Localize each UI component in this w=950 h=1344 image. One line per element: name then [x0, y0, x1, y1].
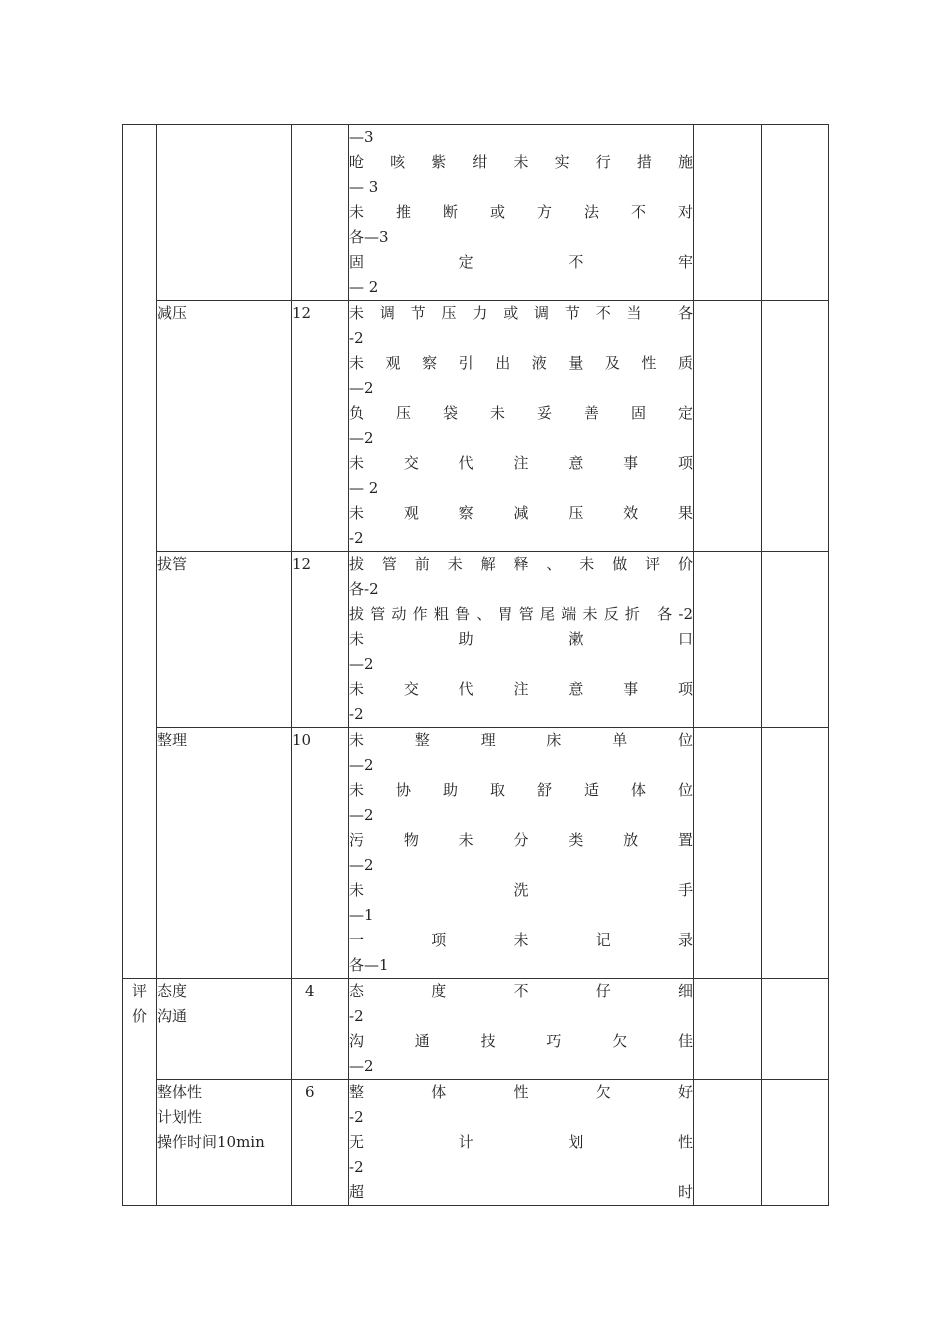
item-cell — [157, 301, 292, 552]
criteria-text: 一 项 未 记 录 — [349, 931, 693, 949]
item-label: 整理 — [157, 731, 188, 749]
criteria-deduction: 各-2 — [349, 580, 379, 598]
score-obtained-cell — [762, 1080, 829, 1206]
score-cell — [292, 125, 349, 301]
criteria-text: 未 整 理 床 单 位 — [349, 731, 693, 749]
score-obtained-cell — [762, 301, 829, 552]
scoring-table — [122, 124, 829, 1206]
score-obtained-cell — [762, 552, 829, 728]
score-cell: 12 — [292, 301, 349, 552]
category-label: 价 — [131, 1007, 147, 1025]
item-label: 态度 — [157, 982, 188, 1000]
criteria-deduction: —2 — [349, 379, 374, 397]
criteria-text: 未 观 察 引 出 液 量 及 性 质 — [349, 354, 693, 372]
score-cell: 6 — [292, 1080, 349, 1206]
criteria-text: 未 观 察 减 压 效 果 — [349, 504, 693, 522]
criteria-cell — [349, 1080, 694, 1206]
criteria-cell — [349, 979, 694, 1080]
criteria-deduction: -2 — [349, 529, 364, 547]
table-row — [123, 1080, 829, 1206]
criteria-deduction: — 2 — [349, 479, 379, 497]
criteria-deduction: —2 — [349, 655, 374, 673]
item-label: 沟通 — [157, 1007, 188, 1025]
criteria-text: 未 交 代 注 意 事 项 — [349, 680, 693, 698]
criteria-text: 污 物 未 分 类 放 置 — [349, 831, 693, 849]
criteria-text: 未 助 漱 口 — [349, 630, 693, 648]
item-cell — [157, 552, 292, 728]
criteria-text: 未 协 助 取 舒 适 体 位 — [349, 781, 693, 799]
criteria-text: 未调节压力或调节不当 各 — [349, 304, 693, 322]
criteria-text: 未 交 代 注 意 事 项 — [349, 454, 693, 472]
table-row — [123, 979, 829, 1080]
item-label: 操作时间10min — [157, 1133, 265, 1151]
criteria-text: 拔 管 前 未 解 释 、 未 做 评 价 — [349, 555, 693, 573]
criteria-deduction: -2 — [349, 1007, 364, 1025]
criteria-deduction: —2 — [349, 1057, 374, 1075]
item-label: 整体性 — [157, 1083, 203, 1101]
deduction-cell — [694, 979, 762, 1080]
item-label: 拔管 — [157, 555, 188, 573]
criteria-text: 无 计 划 性 — [349, 1133, 693, 1151]
criteria-deduction: — 3 — [349, 178, 379, 196]
criteria-deduction: —3 — [349, 128, 374, 146]
criteria-cell — [349, 728, 694, 979]
criteria-deduction: —1 — [349, 906, 374, 924]
item-label: 计划性 — [157, 1108, 203, 1126]
score-cell: 4 — [292, 979, 349, 1080]
score-cell: 10 — [292, 728, 349, 979]
table-row — [123, 552, 829, 728]
table-row — [123, 728, 829, 979]
deduction-cell — [694, 728, 762, 979]
item-cell — [157, 728, 292, 979]
score-obtained-cell — [762, 125, 829, 301]
criteria-text: 超 时 — [349, 1183, 693, 1201]
criteria-deduction: -2 — [349, 705, 364, 723]
criteria-text: 负 压 袋 未 妥 善 固 定 — [349, 404, 693, 422]
item-label: 减压 — [157, 304, 188, 322]
category-label: 评 — [131, 982, 147, 1000]
criteria-deduction: 各—3 — [349, 228, 389, 246]
criteria-text: 沟 通 技 巧 欠 佳 — [349, 1032, 693, 1050]
table-row — [123, 301, 829, 552]
deduction-cell — [694, 552, 762, 728]
deduction-cell — [694, 301, 762, 552]
category-cell — [123, 979, 157, 1206]
deduction-cell — [694, 125, 762, 301]
criteria-deduction: — 2 — [349, 278, 379, 296]
score-obtained-cell — [762, 728, 829, 979]
criteria-text: 态 度 不 仔 细 — [349, 982, 693, 1000]
criteria-deduction: 各—1 — [349, 956, 389, 974]
item-cell — [157, 125, 292, 301]
criteria-deduction: —2 — [349, 856, 374, 874]
criteria-text: 呛 咳 紫 绀 未 实 行 措 施 — [349, 153, 693, 171]
score-cell: 12 — [292, 552, 349, 728]
criteria-deduction: -2 — [349, 329, 364, 347]
category-cell — [123, 125, 157, 979]
item-cell — [157, 979, 292, 1080]
item-cell — [157, 1080, 292, 1206]
score-obtained-cell — [762, 979, 829, 1080]
criteria-cell — [349, 552, 694, 728]
criteria-deduction: —2 — [349, 806, 374, 824]
criteria-text: 拔管动作粗鲁、胃管尾端未反折 各-2 — [349, 605, 693, 623]
criteria-text: 未 推 断 或 方 法 不 对 — [349, 203, 693, 221]
criteria-text: 未 洗 手 — [349, 881, 693, 899]
criteria-cell — [349, 301, 694, 552]
criteria-deduction: —2 — [349, 429, 374, 447]
criteria-deduction: -2 — [349, 1108, 364, 1126]
criteria-text: 整 体 性 欠 好 — [349, 1083, 693, 1101]
criteria-cell — [349, 125, 694, 301]
criteria-deduction: -2 — [349, 1158, 364, 1176]
criteria-deduction: —2 — [349, 756, 374, 774]
deduction-cell — [694, 1080, 762, 1206]
table-row — [123, 125, 829, 301]
criteria-text: 固 定 不 牢 — [349, 253, 693, 271]
